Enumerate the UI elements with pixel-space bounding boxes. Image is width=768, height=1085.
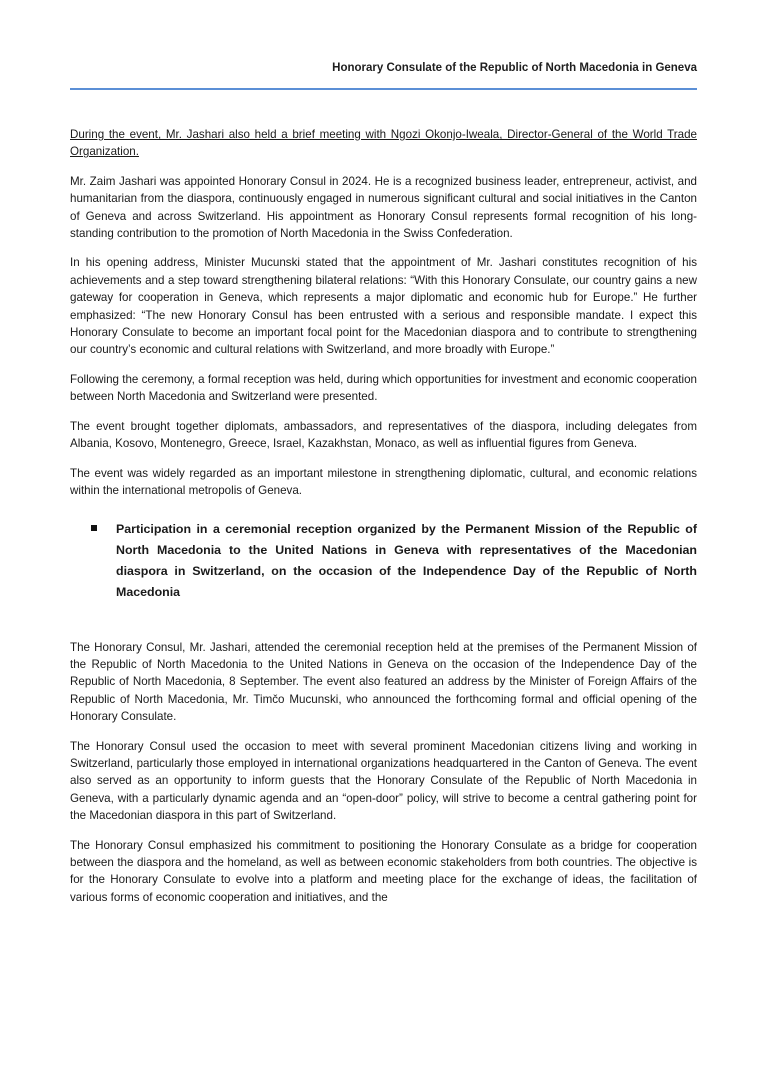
header-rule [70,88,697,90]
paragraph-opening-address: In his opening address, Minister Mucunski stated that the appointment of Mr. Jashari constitutes recognition of his achievements and a step toward strengthening bilateral relations: “With this Honorary Consulate, our country gains a new gateway for cooperation in Geneva, which represents a major diplomatic and economic hub for Europe.” He further emphasized: “The new Honorary Consul has been entrusted with a serious and responsible mandate. I expect this Honorary Consulate to become an important focal point for the Macedonian diaspora and to contribute to strengthening our country’s economic and cultural relations with Switzerland, and more broadly with Europe.” [70,256,697,357]
square-bullet-icon [91,525,97,531]
paragraph-appointment: Mr. Zaim Jashari was appointed Honorary Consul in 2024. He is a recognized business leader, entrepreneur, activist, and humanitarian from the diaspora, continuously engaged in numerous significant cultural and social initiatives in the Canton of Geneva and across Switzerland. His appointment as Honorary Consul represents formal recognition of his long-standing contribution to the promotion of North Macedonia in the Swiss Confederation. [70,174,697,241]
paragraph-meeting: During the event, Mr. Jashari also held a brief meeting with Ngozi Okonjo-Iweala, Director-General of the World Trade Organization. [70,128,697,159]
paragraph-bridge-cooperation: The Honorary Consul emphasized his commitment to positioning the Honorary Consulate as a bridge for cooperation between the diaspora and the homeland, as well as between economic stakeholders from both countries. The objective is for the Honorary Consulate to evolve into a platform and meeting place for the exchange of ideas, the facilitation of various forms of economic cooperation and initiatives, and the [70,838,697,904]
paragraph-ceremonial-reception: The Honorary Consul, Mr. Jashari, attended the ceremonial reception held at the premises of the Permanent Mission of the Republic of North Macedonia to the United Nations in Geneva on the occasion of the Independence Day of the Republic of North Macedonia, 8 September. The event also featured an address by the Minister of Foreign Affairs of the Republic of North Macedonia, Mr. Timčo Mucunski, who announced the forthcoming formal and official opening of the Honorary Consulate. [70,640,697,724]
section-heading [70,519,697,602]
paragraph-consul-meetings: The Honorary Consul used the occasion to meet with several prominent Macedonian citizens living and working in Switzerland, particularly those employed in international organizations headquartered in the Canton of Geneva. The event also served as an opportunity to inform guests that the Honorary Consulate of the Republic of North Macedonia in Geneva, with a particularly dynamic agenda and an “open-door” policy, will strive to become a central gathering point for the Macedonian diaspora in this part of Switzerland. [70,739,697,823]
paragraph-attendees: The event brought together diplomats, ambassadors, and representatives of the diaspora, including delegates from Albania, Kosovo, Montenegro, Greece, Israel, Kazakhstan, Monaco, as well as influential figures from Geneva. [70,419,697,451]
running-header: Honorary Consulate of the Republic of North Macedonia in Geneva [332,62,697,74]
paragraph-reception: Following the ceremony, a formal reception was held, during which opportunities for investment and economic cooperation between North Macedonia and Switzerland were presented. [70,372,697,404]
body-content [70,126,697,918]
section-heading-text: Participation in a ceremonial reception organized by the Permanent Mission of the Republic of North Macedonia to the United Nations in Geneva with representatives of the Macedonian diaspora in Switzerland, on the occasion of the Independence Day of the Republic of North Macedonia [116,522,697,599]
paragraph-milestone: The event was widely regarded as an important milestone in strengthening diplomatic, cultural, and economic relations within the international metropolis of Geneva. [70,466,697,497]
